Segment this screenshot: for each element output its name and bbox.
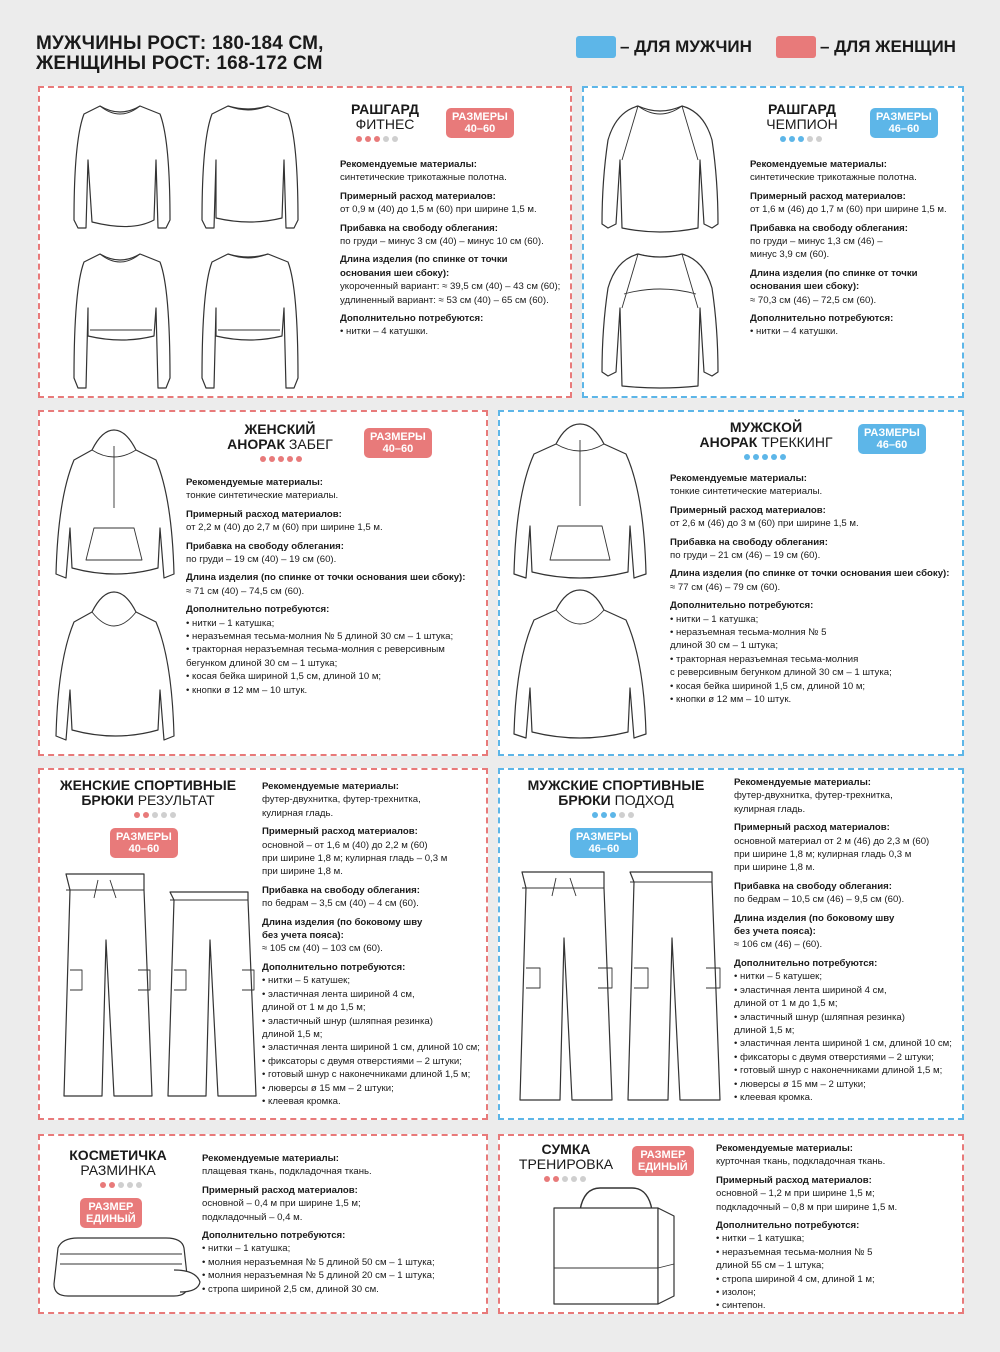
difficulty-dot: [610, 812, 616, 818]
badge-label: РАЗМЕРЫ: [370, 431, 426, 443]
extras-heading: Дополнительно потребуются:: [202, 1230, 346, 1242]
extras-text: • нитки – 5 катушек; • эластичная лента шириной 4 см, длиной от 1 м до 1,5 м; • эластичный шнур (шляпная резинка) длиной 1,5 м; • эластичная лента шириной 1 см, длиной 10 см; • фиксаторы с двумя отверстиями – 2 штуки; • готовый шнур с наконечниками длиной 1,5 м; • люверсы ø 15 мм – 2 штуки; • клеевая кромка.: [262, 975, 480, 1107]
materials-text: курточная ткань, подкладочная ткань.: [716, 1156, 886, 1168]
difficulty-dot: [816, 136, 822, 142]
badge-label: РАЗМЕРЫ: [876, 111, 932, 123]
difficulty-dot: [789, 136, 795, 142]
title-line2: ТРЕНИРОВКА: [518, 1156, 614, 1172]
title-line1: КОСМЕТИЧКА: [69, 1147, 167, 1163]
extras-text: • нитки – 1 катушка; • неразъемная тесьма-молния № 5 длиной 30 см – 1 штука; • тракторная неразъемная тесьма-молния с реверсивным бегунком длиной 30 см – 1 штука; • косая бейка шириной 1,5 см, длиной 10 м; • кнопки ø 12 мм – 10 штук.: [186, 617, 454, 696]
materials-text: футер-двухнитка, футер-трехнитка, кулирная гладь.: [262, 794, 421, 819]
materials-heading: Рекомендуемые материалы:: [716, 1143, 853, 1154]
page-header: [36, 34, 324, 74]
extras-text: • нитки – 4 катушки.: [750, 326, 839, 338]
materials-heading: Рекомендуемые материалы:: [734, 777, 871, 788]
length-text: ≈ 77 см (46) – 79 см (60).: [670, 581, 781, 593]
difficulty-dot: [287, 456, 293, 462]
difficulty-dot: [260, 456, 266, 462]
materials-text: плащевая ткань, подкладочная ткань.: [202, 1166, 372, 1178]
badge-value: ЕДИНЫЙ: [638, 1161, 688, 1173]
card-title: [516, 778, 716, 808]
card-info: [670, 472, 960, 707]
length-heading: Длина изделия (по спинке от точки основания шеи сбоку):: [340, 254, 508, 279]
consumption-text: основной – от 1,6 м (40) до 2,2 м (60) при ширине 1,8 м; кулирная гладь – 0,3 м при ширине 1,8 м.: [262, 839, 448, 878]
ease-text: по груди – минус 1,3 см (46) – минус 3,9 см (60).: [750, 236, 883, 261]
materials-heading: Рекомендуемые материалы:: [340, 159, 477, 170]
materials-heading: Рекомендуемые материалы:: [262, 781, 399, 792]
title-line1: МУЖСКОЙ: [729, 419, 803, 435]
legend-women: [776, 36, 956, 58]
difficulty-dot: [780, 136, 786, 142]
difficulty-dot: [771, 454, 777, 460]
length-text: ≈ 71 см (40) – 74,5 см (60).: [186, 585, 305, 597]
consumption-text: основной – 0,4 м при ширине 1,5 м; подкладочный – 0,4 м.: [202, 1198, 361, 1223]
ease-text: по груди – 19 см (40) – 19 см (60).: [186, 554, 337, 566]
consumption-text: от 2,2 м (40) до 2,7 м (60) при ширине 1,5 м.: [186, 522, 383, 534]
consumption-heading: Примерный расход материалов:: [670, 504, 826, 516]
badge-label: РАЗМЕР: [88, 1201, 134, 1213]
difficulty-dot: [592, 812, 598, 818]
difficulty-dot: [269, 456, 275, 462]
difficulty-dot: [753, 454, 759, 460]
consumption-heading: Примерный расход материалов:: [186, 508, 342, 520]
badge-value: 40–60: [128, 843, 160, 855]
length-text: укороченный вариант: ≈ 39,5 см (40) – 43 см (60); удлиненный вариант: ≈ 53 см (40) – 65 см (60).: [340, 281, 561, 306]
difficulty-dot: [152, 812, 158, 818]
extras-heading: Дополнительно потребуются:: [262, 961, 406, 973]
length-heading: Длина изделия (по спинке от точки основания шеи сбоку):: [186, 572, 466, 584]
difficulty-dot: [143, 812, 149, 818]
badge-value: 46–60: [888, 123, 920, 135]
extras-text: • нитки – 1 катушка; • неразъемная тесьма-молния № 5 длиной 55 см – 1 штука; • стропа шириной 4 см, длиной 1 м; • изолон; • синтепон.: [716, 1233, 875, 1312]
badge-value: 46–60: [876, 439, 908, 451]
men-anorak-sketch: [512, 422, 652, 748]
title-line2-light: ПОДХОД: [614, 792, 674, 808]
difficulty-dots: [780, 136, 822, 142]
badge-label: РАЗМЕРЫ: [864, 427, 920, 439]
extras-text: • нитки – 4 катушки.: [340, 326, 429, 338]
consumption-text: основной – 1,2 м при ширине 1,5 м; подкладочный – 0,8 м при ширине 1,5 м.: [716, 1188, 898, 1213]
extras-text: • нитки – 1 катушка; • неразъемная тесьма-молния № 5 длиной 30 см – 1 штука; • тракторная неразъемная тесьма-молния с реверсивным бегунком длиной 30 см – 1 штука; • косая бейка шириной 1,5 см, длиной 10 м; • кнопки ø 12 мм – 10 штук.: [670, 613, 892, 706]
badge-label: РАЗМЕРЫ: [116, 831, 172, 843]
length-heading: Длина изделия (по боковому шву без учета пояса):: [262, 916, 423, 942]
extras-heading: Дополнительно потребуются:: [750, 313, 894, 325]
ease-heading: Прибавка на свободу облегания:: [340, 222, 498, 234]
difficulty-dot: [601, 812, 607, 818]
consumption-text: от 0,9 м (40) до 1,5 м (60) при ширине 1,5 м.: [340, 204, 537, 216]
length-text: ≈ 70,3 см (46) – 72,5 см (60).: [750, 294, 877, 306]
difficulty-dot: [127, 1182, 133, 1188]
consumption-heading: Примерный расход материалов:: [262, 826, 418, 838]
consumption-heading: Примерный расход материалов:: [202, 1184, 358, 1196]
consumption-heading: Примерный расход материалов:: [734, 822, 890, 834]
badge-label: РАЗМЕРЫ: [576, 831, 632, 843]
difficulty-dot: [374, 136, 380, 142]
size-badge: [870, 108, 938, 138]
title-line1: ЖЕНСКИЕ СПОРТИВНЫЕ: [59, 777, 237, 793]
size-badge: [570, 828, 638, 858]
size-badge: [110, 828, 178, 858]
difficulty-dot: [170, 812, 176, 818]
materials-text: синтетические трикотажные полотна.: [750, 172, 917, 184]
badge-value: 40–60: [382, 443, 414, 455]
difficulty-dot: [744, 454, 750, 460]
title-line2-bold: БРЮКИ: [81, 792, 134, 808]
badge-value: 40–60: [464, 123, 496, 135]
length-heading: Длина изделия (по боковому шву без учета пояса):: [734, 912, 895, 938]
size-badge: [632, 1146, 694, 1176]
card-title: [220, 422, 340, 452]
badge-value: 46–60: [588, 843, 620, 855]
card-info: [202, 1152, 484, 1296]
women-pants-sketch: [58, 870, 258, 1106]
card-title: [54, 778, 242, 808]
difficulty-dot: [392, 136, 398, 142]
card-gym-bag: [498, 1134, 964, 1314]
difficulty-dots: [744, 454, 786, 460]
title-line2-light: РЕЗУЛЬТАТ: [137, 792, 215, 808]
title-line1: РАШГАРД: [768, 101, 836, 117]
card-rashguard-fitness: [38, 86, 572, 398]
cosmetic-bag-sketch: [48, 1234, 198, 1304]
title-line1: МУЖСКИЕ СПОРТИВНЫЕ: [527, 777, 705, 793]
title-line2: РАЗМИНКА: [80, 1162, 156, 1178]
rashguard-champion-sketch: [594, 100, 734, 390]
card-info: [750, 158, 960, 339]
card-women-pants: [38, 768, 488, 1120]
materials-text: тонкие синтетические материалы.: [186, 490, 339, 502]
consumption-text: основной материал от 2 м (46) до 2,3 м (60) при ширине 1,8 м; кулирная гладь 0,3 м при ширине 1,8 м.: [734, 835, 930, 874]
difficulty-dot: [100, 1182, 106, 1188]
materials-heading: Рекомендуемые материалы:: [670, 473, 807, 484]
difficulty-dot: [365, 136, 371, 142]
materials-text: синтетические трикотажные полотна.: [340, 172, 507, 184]
title-line2-light: ЗАБЕГ: [288, 436, 333, 452]
title-line2-bold: АНОРАК: [227, 436, 286, 452]
ease-text: по бедрам – 10,5 см (46) – 9,5 см (60).: [734, 894, 905, 906]
length-text: ≈ 105 см (40) – 103 см (60).: [262, 943, 383, 955]
extras-text: • нитки – 1 катушка; • молния неразъемная № 5 длиной 50 см – 1 штука; • молния неразъемная № 5 длиной 20 см – 1 штука; • стропа шириной 2,5 см, длиной 30 см.: [202, 1243, 435, 1295]
difficulty-dot: [562, 1176, 568, 1182]
title-line2: ЧЕМПИОН: [766, 116, 838, 132]
title-line2-bold: БРЮКИ: [558, 792, 611, 808]
title-line2-bold: АНОРАК: [699, 434, 758, 450]
ease-text: по груди – минус 3 см (40) – минус 10 см (60).: [340, 236, 544, 248]
extras-heading: Дополнительно потребуются:: [340, 313, 484, 325]
materials-text: футер-двухнитка, футер-трехнитка, кулирная гладь.: [734, 790, 893, 815]
extras-heading: Дополнительно потребуются:: [716, 1220, 860, 1232]
difficulty-dot: [762, 454, 768, 460]
materials-heading: Рекомендуемые материалы:: [750, 159, 887, 170]
women-anorak-sketch: [52, 428, 182, 748]
gym-bag-sketch: [550, 1186, 680, 1310]
men-height-label: МУЖЧИНЫ РОСТ: 180-184 СМ,: [36, 33, 324, 54]
size-badge: [80, 1198, 142, 1228]
card-rashguard-champion: [582, 86, 964, 398]
card-info: [262, 780, 484, 1108]
legend-men-label: – ДЛЯ МУЖЧИН: [620, 37, 752, 56]
materials-heading: Рекомендуемые материалы:: [186, 477, 323, 488]
card-men-anorak: [498, 410, 964, 756]
card-info: [734, 776, 960, 1104]
difficulty-dots: [592, 812, 634, 818]
extras-heading: Дополнительно потребуются:: [186, 604, 330, 616]
length-heading: Длина изделия (по спинке от точки основания шеи сбоку):: [670, 568, 950, 580]
difficulty-dot: [571, 1176, 577, 1182]
ease-heading: Прибавка на свободу облегания:: [186, 540, 344, 552]
men-pants-sketch: [514, 868, 724, 1108]
legend-men: [576, 36, 752, 58]
card-info: [340, 158, 564, 339]
ease-text: по бедрам – 3,5 см (40) – 4 см (60).: [262, 898, 419, 910]
difficulty-dot: [109, 1182, 115, 1188]
card-info: [186, 476, 482, 697]
difficulty-dot: [383, 136, 389, 142]
title-line2: ФИТНЕС: [355, 116, 415, 132]
badge-label: РАЗМЕРЫ: [452, 111, 508, 123]
difficulty-dot: [118, 1182, 124, 1188]
difficulty-dot: [356, 136, 362, 142]
difficulty-dot: [619, 812, 625, 818]
extras-text: • нитки – 5 катушек; • эластичная лента шириной 4 см, длиной от 1 м до 1,5 м; • эластичный шнур (шляпная резинка) длиной 1,5 м; • эластичная лента шириной 1 см, длиной 10 см; • фиксаторы с двумя отверстиями – 2 штуки; • готовый шнур с наконечниками длиной 1,5 м; • люверсы ø 15 мм – 2 штуки; • клеевая кромка.: [734, 971, 952, 1103]
ease-heading: Прибавка на свободу облегания:: [750, 222, 908, 234]
difficulty-dot: [296, 456, 302, 462]
difficulty-dot: [136, 1182, 142, 1188]
size-badge: [858, 424, 926, 454]
women-color-swatch: [776, 36, 816, 58]
ease-heading: Прибавка на свободу облегания:: [734, 880, 892, 892]
card-title: [62, 1148, 174, 1178]
card-cosmetic-bag: [38, 1134, 488, 1314]
title-line1: РАШГАРД: [351, 101, 419, 117]
extras-heading: Дополнительно потребуются:: [670, 600, 814, 612]
card-title: [752, 102, 852, 132]
women-height-label: ЖЕНЩИНЫ РОСТ: 168-172 СМ: [36, 53, 323, 74]
card-women-anorak: [38, 410, 488, 756]
card-title: [508, 1142, 624, 1172]
rashguard-fitness-sketch: [62, 100, 312, 390]
difficulty-dots: [544, 1176, 586, 1182]
card-title: [340, 102, 430, 132]
length-heading: Длина изделия (по спинке от точки основания шеи сбоку):: [750, 267, 918, 293]
title-line2-light: ТРЕККИНГ: [761, 434, 833, 450]
card-info: [716, 1142, 962, 1313]
difficulty-dots: [100, 1182, 142, 1188]
ease-heading: Прибавка на свободу облегания:: [670, 536, 828, 548]
extras-heading: Дополнительно потребуются:: [734, 957, 878, 969]
difficulty-dot: [780, 454, 786, 460]
materials-text: тонкие синтетические материалы.: [670, 486, 823, 498]
consumption-text: от 1,6 м (46) до 1,7 м (60) при ширине 1,5 м.: [750, 204, 947, 216]
title-line1: ЖЕНСКИЙ: [244, 421, 316, 437]
difficulty-dot: [580, 1176, 586, 1182]
card-men-pants: [498, 768, 964, 1120]
difficulty-dots: [356, 136, 398, 142]
materials-heading: Рекомендуемые материалы:: [202, 1153, 339, 1164]
difficulty-dot: [134, 812, 140, 818]
difficulty-dots: [260, 456, 302, 462]
men-color-swatch: [576, 36, 616, 58]
difficulty-dots: [134, 812, 176, 818]
size-badge: [446, 108, 514, 138]
difficulty-dot: [807, 136, 813, 142]
difficulty-dot: [628, 812, 634, 818]
size-badge: [364, 428, 432, 458]
badge-label: РАЗМЕР: [640, 1149, 686, 1161]
consumption-heading: Примерный расход материалов:: [340, 190, 496, 202]
difficulty-dot: [278, 456, 284, 462]
ease-text: по груди – 21 см (46) – 19 см (60).: [670, 550, 821, 562]
badge-value: ЕДИНЫЙ: [86, 1213, 136, 1225]
length-text: ≈ 106 см (46) – (60).: [734, 939, 823, 951]
consumption-heading: Примерный расход материалов:: [750, 190, 906, 202]
legend-women-label: – ДЛЯ ЖЕНЩИН: [820, 37, 956, 56]
ease-heading: Прибавка на свободу облегания:: [262, 884, 420, 896]
difficulty-dot: [161, 812, 167, 818]
consumption-text: от 2,6 м (46) до 3 м (60) при ширине 1,5 м.: [670, 518, 859, 530]
difficulty-dot: [553, 1176, 559, 1182]
difficulty-dot: [798, 136, 804, 142]
title-line1: СУМКА: [541, 1141, 591, 1157]
consumption-heading: Примерный расход материалов:: [716, 1174, 872, 1186]
difficulty-dot: [544, 1176, 550, 1182]
card-title: [686, 420, 846, 450]
